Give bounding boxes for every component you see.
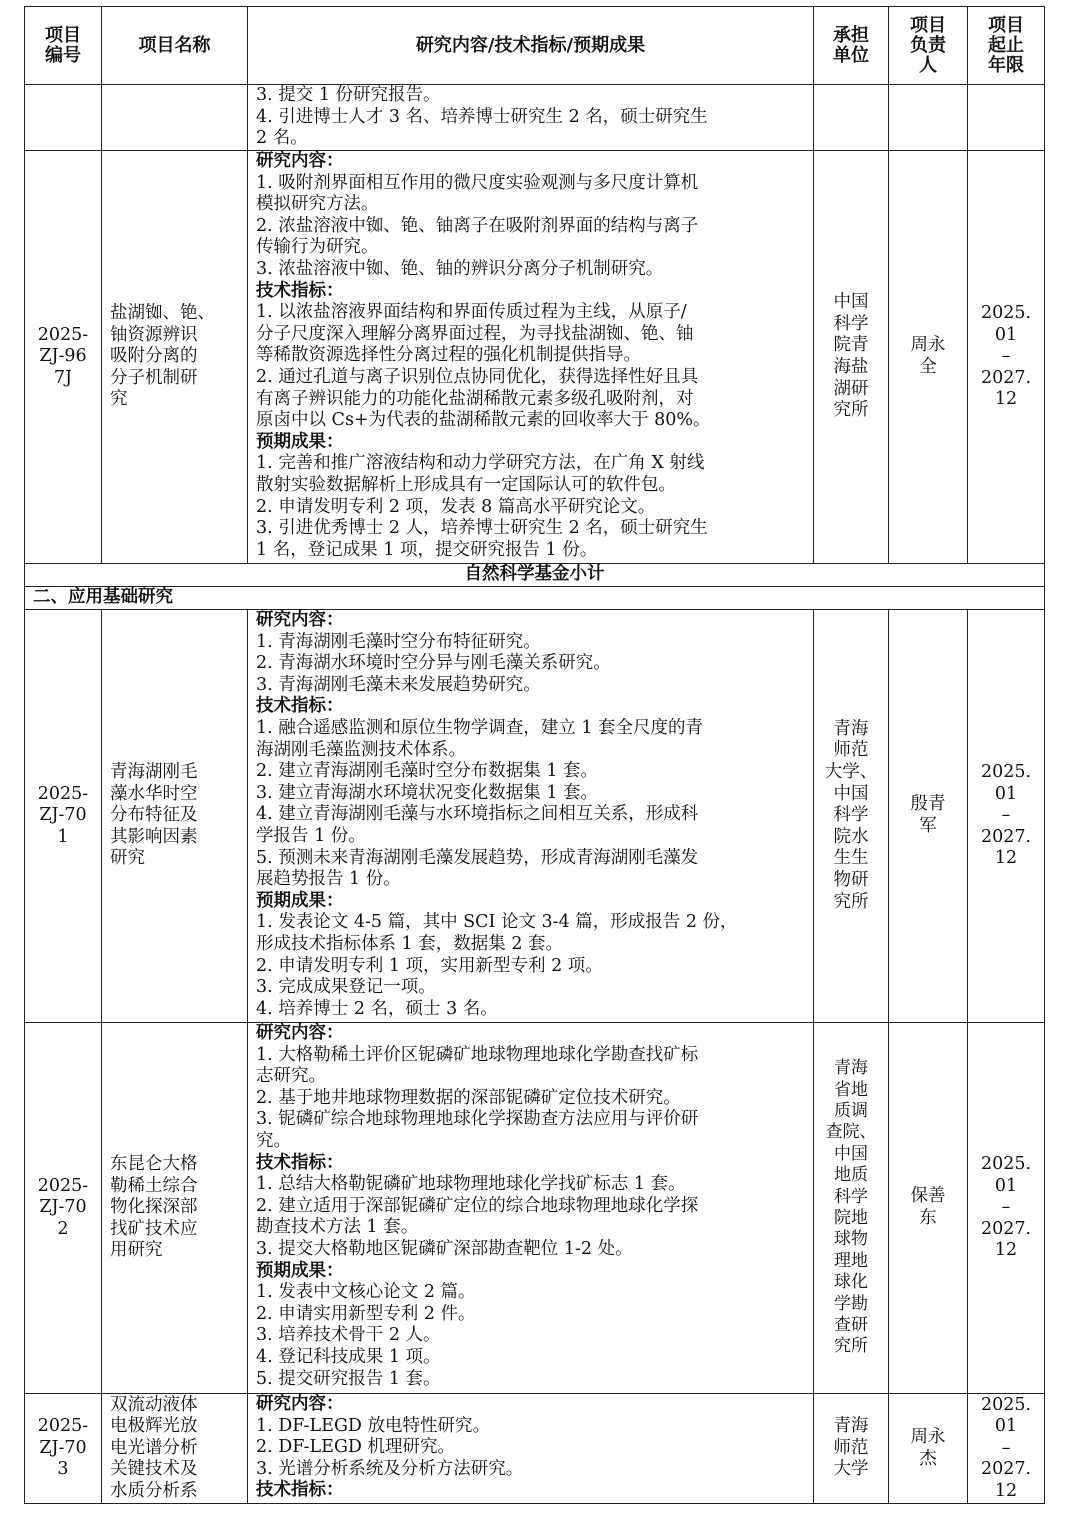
row1-unit: 中国 科学 院青 海盐 湖研 究所 [814, 151, 889, 564]
row1-code: 2025- ZJ-96 7J [25, 151, 102, 564]
row2-unit: 青海 师范 大学、 中国 科学 院水 生生 物研 究所 [814, 610, 889, 1023]
row4-code: 2025- ZJ-70 3 [25, 1394, 102, 1504]
row4-period: 2025. 01 – 2027. 12 [968, 1394, 1045, 1504]
header-lead: 项目 负责 人 [889, 7, 968, 85]
header-name: 项目名称 [102, 7, 248, 85]
row2-lead: 殷青 军 [889, 610, 968, 1023]
row0-period [968, 85, 1045, 151]
table-row [25, 1023, 1045, 1394]
row0-lead [889, 85, 968, 151]
row4-unit: 青海 师范 大学 [814, 1394, 889, 1504]
header-unit: 承担 单位 [814, 7, 889, 85]
row3-lead: 保善 东 [889, 1023, 968, 1394]
table-row [25, 151, 1045, 564]
subtotal-label: 自然科学基金小计 [25, 564, 1045, 587]
row2-content: 研究内容： 1. 青海湖刚毛藻时空分布特征研究。 2. 青海湖水环境时空分异与刚毛藻关系研究。 3. 青海湖刚毛藻未来发展趋势研究。 技术指标： 1. 融合遥感监测和原位生物学调查，建立 1 套全尺度的青 海湖刚毛藻监测技术体系。 2. 建立青海湖刚毛藻时空分布数据集 1 套。 3. 建立青海湖水环境状况变化数据集 1 套。 4. 建立青海湖刚毛藻与水环境指标之间相互关系，形成科 学报告 1 份。 5. 预测未来青海湖刚毛藻发展趋势，形成青海湖刚毛藻发 展趋势报告 1 份。 预期成果： 1. 发表论文 4-5 篇，其中 SCI 论文 3-4 篇，形成报告 2 份， 形成技术指标体系 1 套，数据集 2 套。 2. 申请发明专利 1 项，实用新型专利 2 项。 3. 完成成果登记一项。 4. 培养博士 2 名，硕士 3 名。 [248, 610, 814, 1023]
table-header-row [25, 7, 1045, 85]
row4-content: 研究内容： 1. DF-LEGD 放电特性研究。 2. DF-LEGD 机理研究。 3. 光谱分析系统及分析方法研究。 技术指标： [248, 1394, 814, 1504]
row0-code [25, 85, 102, 151]
section-row [25, 587, 1045, 610]
row3-name: 东昆仑大格 勒稀土综合 物化探深部 找矿技术应 用研究 [102, 1023, 248, 1394]
subtotal-row [25, 564, 1045, 587]
section-label: 二、应用基础研究 [25, 587, 1045, 610]
row3-content: 研究内容： 1. 大格勒稀土评价区铌磷矿地球物理地球化学勘查找矿标 志研究。 2. 基于地井地球物理数据的深部铌磷矿定位技术研究。 3. 铌磷矿综合地球物理地球化学探勘查方法应用与评价研 究。 技术指标： 1. 总结大格勒铌磷矿地球物理地球化学找矿标志 1 套。 2. 建立适用于深部铌磷矿定位的综合地球物理地球化学探 勘查技术方法 1 套。 3. 提交大格勒地区铌磷矿深部勘查靶位 1-2 处。 预期成果： 1. 发表中文核心论文 2 篇。 2. 申请实用新型专利 2 件。 3. 培养技术骨干 2 人。 4. 登记科技成果 1 项。 5. 提交研究报告 1 套。 [248, 1023, 814, 1394]
table-row [25, 1394, 1045, 1504]
header-period: 项目 起止 年限 [968, 7, 1045, 85]
row0-content: 3. 提交 1 份研究报告。 4. 引进博士人才 3 名、培养博士研究生 2 名，硕士研究生 2 名。 [248, 85, 814, 151]
row2-code: 2025- ZJ-70 1 [25, 610, 102, 1023]
header-code: 项目 编号 [25, 7, 102, 85]
row3-period: 2025. 01 – 2027. 12 [968, 1023, 1045, 1394]
row1-name: 盐湖铷、铯、 铀资源辨识 吸附分离的 分子机制研 究 [102, 151, 248, 564]
row3-code: 2025- ZJ-70 2 [25, 1023, 102, 1394]
row1-lead: 周永 全 [889, 151, 968, 564]
row4-lead: 周永 杰 [889, 1394, 968, 1504]
row0-name [102, 85, 248, 151]
row3-unit: 青海 省地 质调 查院、 中国 地质 科学 院地 球物 理地 球化 学勘 查研 究所 [814, 1023, 889, 1394]
row2-period: 2025. 01 – 2027. 12 [968, 610, 1045, 1023]
row0-unit [814, 85, 889, 151]
table-row [25, 610, 1045, 1023]
table-row [25, 85, 1045, 151]
row4-name: 双流动液体 电极辉光放 电光谱分析 关键技术及 水质分析系 [102, 1394, 248, 1504]
header-content: 研究内容/技术指标/预期成果 [248, 7, 814, 85]
row2-name: 青海湖刚毛 藻水华时空 分布特征及 其影响因素 研究 [102, 610, 248, 1023]
row1-content: 研究内容： 1. 吸附剂界面相互作用的微尺度实验观测与多尺度计算机 模拟研究方法。 2. 浓盐溶液中铷、铯、铀离子在吸附剂界面的结构与离子 传输行为研究。 3. 浓盐溶液中铷、铯、铀的辨识分离分子机制研究。 技术指标： 1. 以浓盐溶液界面结构和界面传质过程为主线，从原子/ 分子尺度深入理解分离界面过程，为寻找盐湖铷、铯、铀 等稀散资源选择性分离过程的强化机制提供指导。 2. 通过孔道与离子识别位点协同优化，获得选择性好且具 有离子辨识能力的功能化盐湖稀散元素多级孔吸附剂，对 原卤中以 Cs+为代表的盐湖稀散元素的回收率大于 80%。 预期成果： 1. 完善和推广溶液结构和动力学研究方法，在广角 X 射线 散射实验数据解析上形成具有一定国际认可的软件包。 2. 申请发明专利 2 项，发表 8 篇高水平研究论文。 3. 引进优秀博士 2 人，培养博士研究生 2 名，硕士研究生 1 名，登记成果 1 项，提交研究报告 1 份。 [248, 151, 814, 564]
project-table [24, 6, 1045, 1504]
row1-period: 2025. 01 – 2027. 12 [968, 151, 1045, 564]
